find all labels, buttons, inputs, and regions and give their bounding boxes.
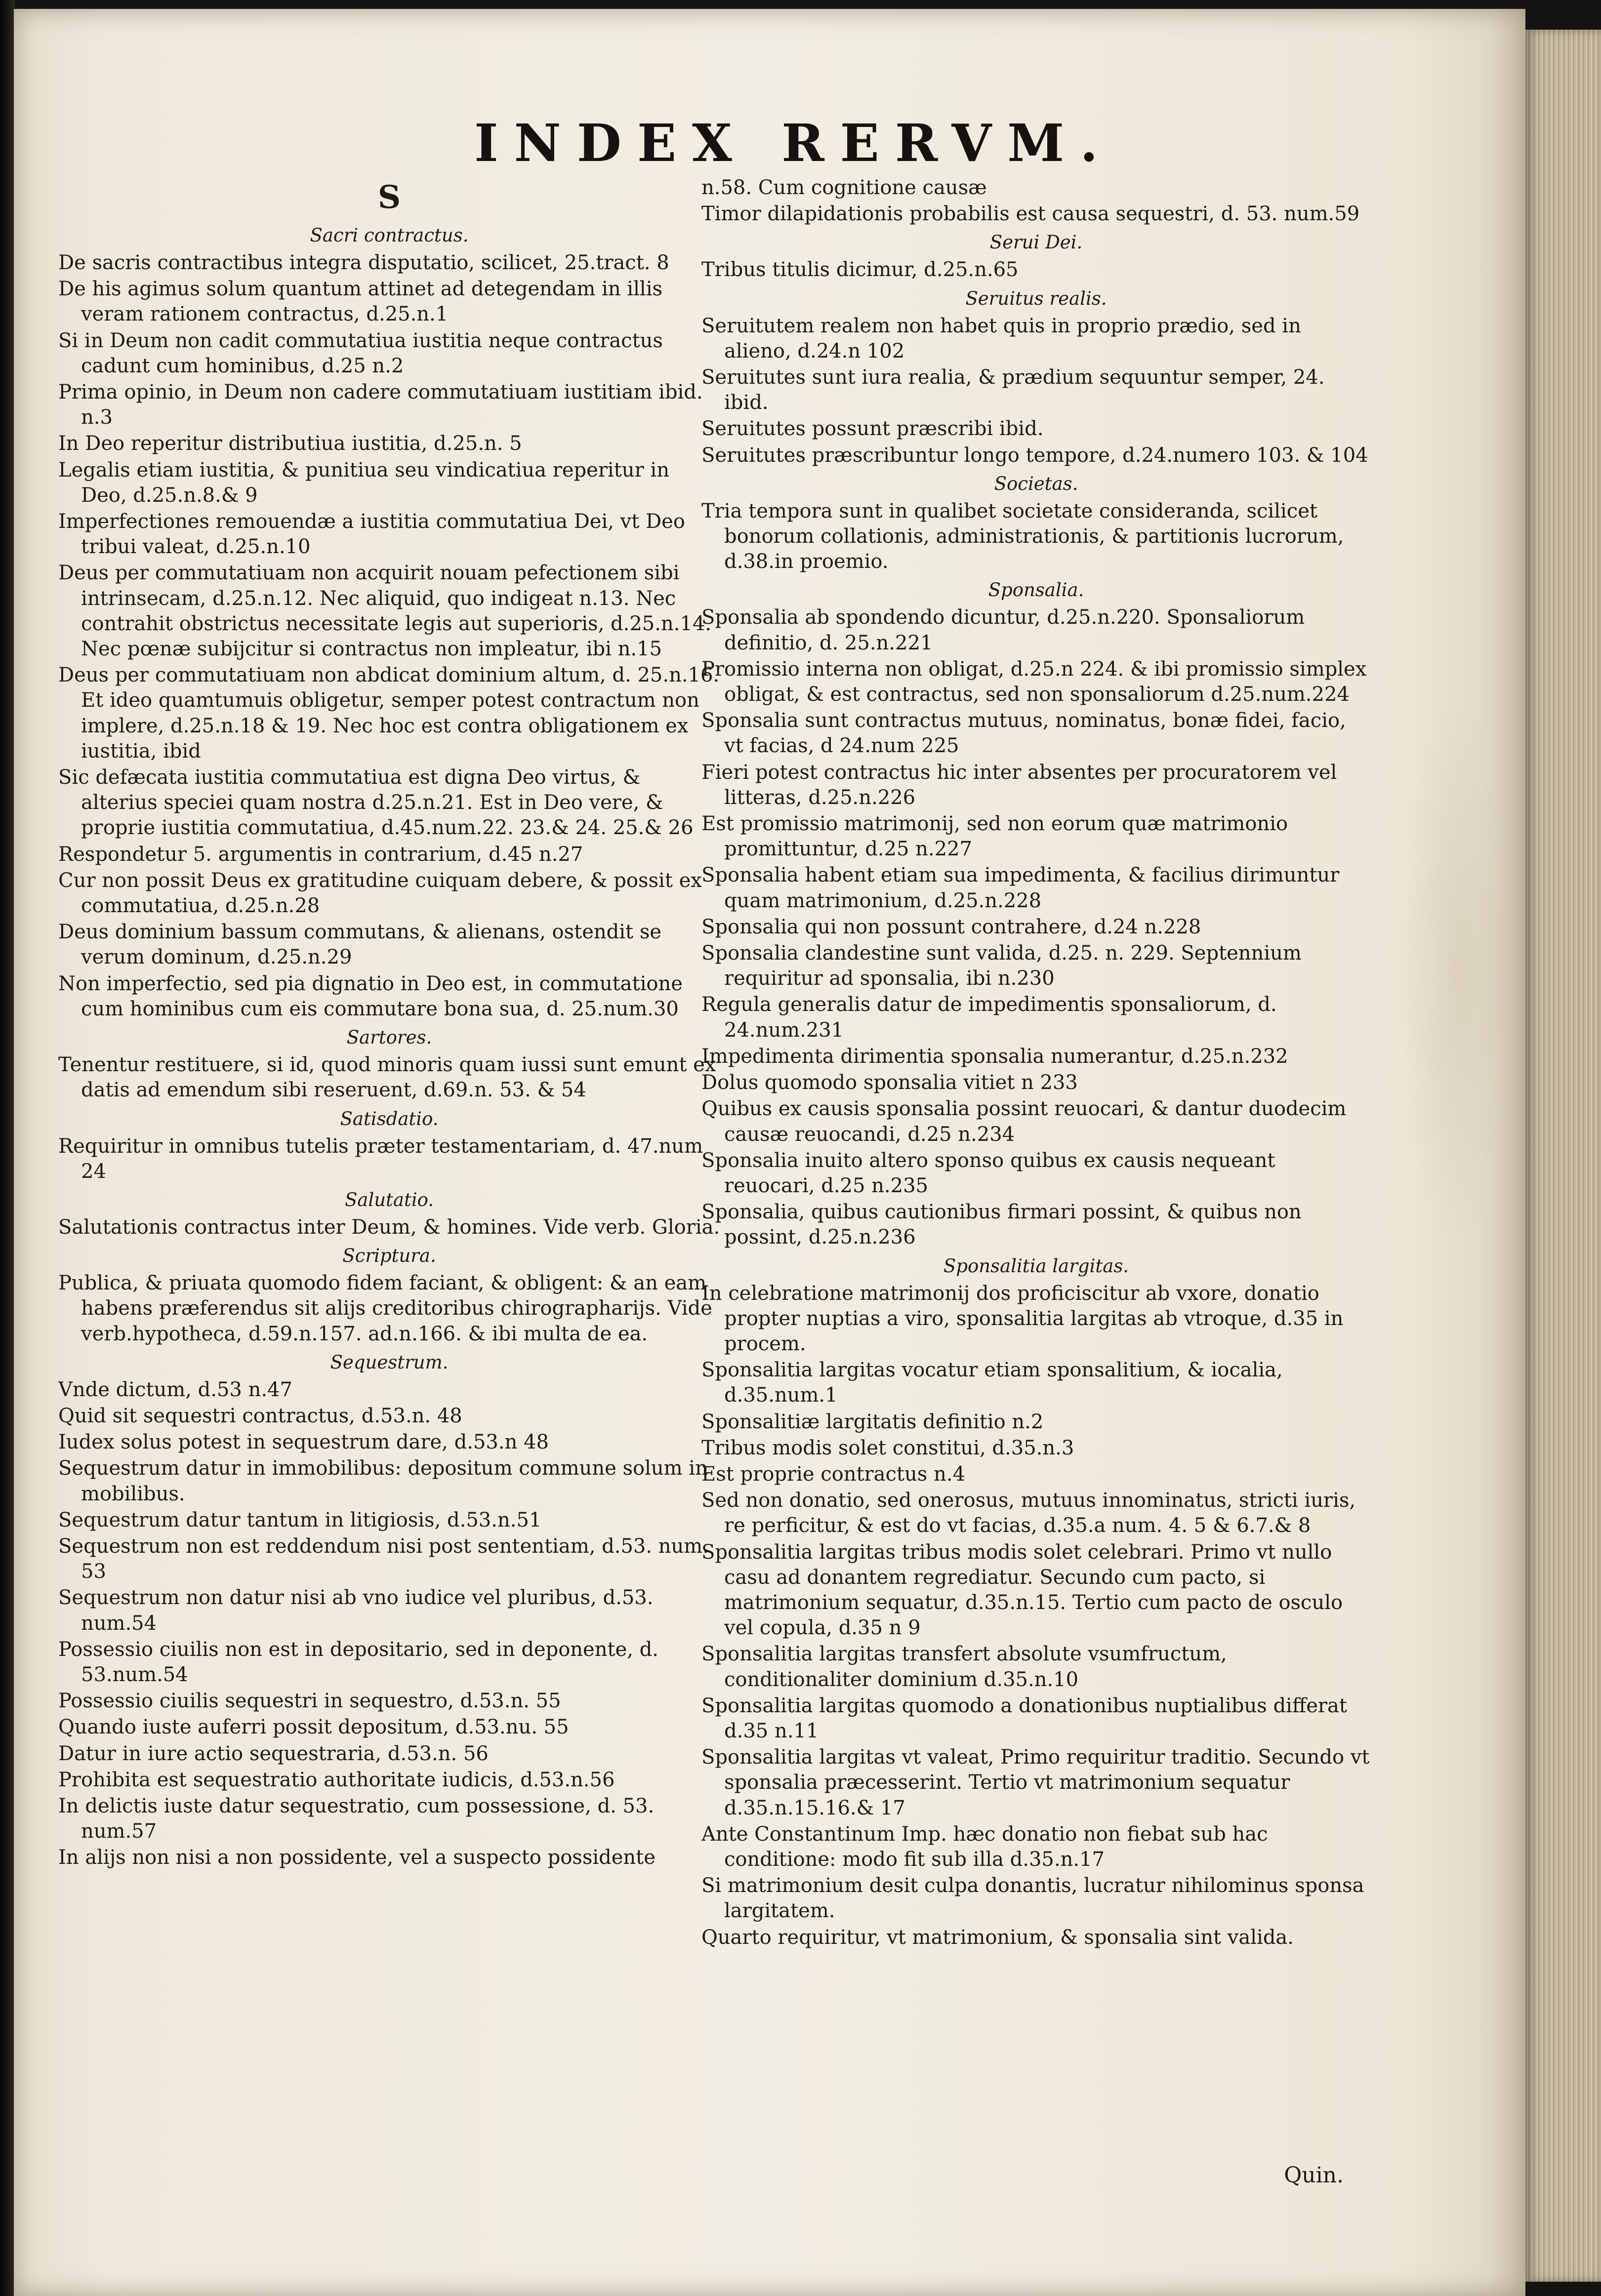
index-entry: Sponsalitia largitas vt valeat, Primo requiritur traditio. Secundo vt sponsalia præcesserint. Tertio vt matrimonium sequatur d.35.n.15.16.& 17 <box>701 1746 1370 1819</box>
index-entry: De his agimus solum quantum attinet ad detegendam in illis veram rationem contractus, d.25.n.1 <box>58 278 663 326</box>
scan-background-edge <box>0 0 15 2296</box>
index-entry: Sponsalitia largitas transfert absolute vsumfructum, conditionaliter dominium d.35.n.10 <box>701 1643 1227 1691</box>
continued-entry <box>701 175 1371 227</box>
index-entry: Seruitutes præscribuntur longo tempore, d.24.numero 103. & 104 <box>701 443 1368 467</box>
index-entry: Tria tempora sunt in qualibet societate consideranda, scilicet bonorum collationis, administrationis, & partitionis lucrorum, d.38.in proemio. <box>701 499 1344 573</box>
index-entry: Requiritur in omnibus tutelis præter testamentariam, d. 47.num 24 <box>58 1134 703 1183</box>
index-entry: Prima opinio, in Deum non cadere commutatiuam iustitiam ibid. n.3 <box>58 381 703 429</box>
index-entry: Si matrimonium desit culpa donantis, lucratur nihilominus sponsa largitatem. <box>701 1874 1364 1923</box>
index-entry: Quarto requiritur, vt matrimonium, & sponsalia sint valida. <box>701 1926 1294 1949</box>
index-entry: Iudex solus potest in sequestrum dare, d.53.n 48 <box>58 1431 549 1454</box>
index-entry: In celebratione matrimonij dos proficiscitur ab vxore, donatio propter nuptias a viro, sponsalitia largitas ab vtroque, d.35 in procem. <box>701 1282 1344 1355</box>
index-entry: Sequestrum non est reddendum nisi post sententiam, d.53. num. 53 <box>58 1534 709 1583</box>
index-entry: Seruitutes sunt iura realia, & prædium sequuntur semper, 24. ibid. <box>701 366 1325 414</box>
index-entry: Timor dilapidationis probabilis est causa sequestri, d. 53. num.59 <box>701 202 1360 226</box>
index-entry: Datur in iure actio sequestraria, d.53.n. 56 <box>58 1742 489 1765</box>
running-header: INDEX RERVM. <box>474 113 1114 173</box>
index-entry: Ante Constantinum Imp. hæc donatio non fiebat sub hac conditione: modo fit sub illa d.35.n.17 <box>701 1822 1268 1871</box>
index-entry: Deus dominium bassum commutans, & alienans, ostendit se verum dominum, d.25.n.29 <box>58 921 662 969</box>
index-entry: Sponsalitiæ largitatis definitio n.2 <box>701 1410 1044 1433</box>
index-entry: Publica, & priuata quomodo fidem faciant, & obligent: & an eam habens præferendus sit alijs creditoribus chirographarijs. Vide verb.hypotheca, d.59.n.157. ad.n.166. & ibi multa de ea. <box>58 1272 712 1345</box>
index-entry: Prohibita est sequestratio authoritate iudicis, d.53.n.56 <box>58 1768 615 1791</box>
index-entry: Cur non possit Deus ex gratitudine cuiquam debere, & possit ex commutatiua, d.25.n.28 <box>58 869 702 918</box>
index-entry: Dolus quomodo sponsalia vitiet n 233 <box>701 1071 1078 1094</box>
index-entry: Possessio ciuilis sequestri in sequestro, d.53.n. 55 <box>58 1690 561 1713</box>
index-entry: Sequestrum datur in immobilibus: depositum commune solum in mobilibus. <box>58 1457 708 1505</box>
index-entry: Est promissio matrimonij, sed non eorum quæ matrimonio promittuntur, d.25 n.227 <box>701 812 1288 861</box>
index-entry: Sponsalia habent etiam sua impedimenta, & facilius dirimuntur quam matrimonium, d.25.n.228 <box>701 864 1340 912</box>
index-entry: In delictis iuste datur sequestratio, cum possessione, d. 53. num.57 <box>58 1794 655 1843</box>
index-entry: De sacris contractibus integra disputatio, scilicet, 25.tract. 8 <box>58 251 669 274</box>
index-entry: Sed non donatio, sed onerosus, mutuus innominatus, stricti iuris, re perficitur, & est do vt facias, d.35.a num. 4. 5 & 6.7.& 8 <box>701 1489 1356 1537</box>
index-entry: Legalis etiam iustitia, & punitiua seu vindicatiua reperitur in Deo, d.25.n.8.& 9 <box>58 458 669 507</box>
index-entry: Promissio interna non obligat, d.25.n 224. & ibi promissio simplex obligat, & est contractus, sed non sponsaliorum d.25.num.224 <box>701 657 1367 706</box>
index-entry: Imperfectiones remouendæ a iustitia commutatiua Dei, vt Deo tribui valeat, d.25.n.10 <box>58 510 685 559</box>
catchword: Quin. <box>1284 2163 1344 2188</box>
index-entry: Quando iuste auferri possit depositum, d.53.nu. 55 <box>58 1716 569 1739</box>
index-entry: In alijs non nisi a non possidente, vel a suspecto possidente <box>58 1846 656 1869</box>
index-entry: n.58. Cum cognitione causæ <box>701 176 987 199</box>
index-entry: Deus per commutatiuam non abdicat dominium altum, d. 25.n.16. Et ideo quamtumuis obligetur, semper potest contractum non implere, d.25.n.18 & 19. Nec hoc est contra obligationem ex iustitia, ibid <box>58 664 720 763</box>
index-entry: Respondetur 5. argumentis in contrarium, d.45 n.27 <box>58 843 583 866</box>
index-heading: Seruitus realis. <box>965 287 1107 309</box>
index-entry: Quibus ex causis sponsalia possint reuocari, & dantur duodecim causæ reuocandi, d.25 n.234 <box>701 1097 1347 1146</box>
index-entry: Si in Deum non cadit commutatiua iustitia neque contractus cadunt cum hominibus, d.25 n.2 <box>58 329 663 377</box>
index-entry: Tribus modis solet constitui, d.35.n.3 <box>701 1436 1074 1459</box>
index-heading: Societas. <box>994 473 1078 494</box>
index-entry: Tenentur restituere, si id, quod minoris quam iussi sunt emunt ex datis ad emendum sibi reseruent, d.69.n. 53. & 54 <box>58 1053 716 1102</box>
index-entry: Non imperfectio, sed pia dignatio in Deo est, in commutatione cum hominibus cum eis commutare bona sua, d. 25.num.30 <box>58 972 683 1020</box>
index-entry: Sponsalitia largitas quomodo a donationibus nuptialibus differat d.35 n.11 <box>701 1694 1347 1742</box>
index-entry: Tribus titulis dicimur, d.25.n.65 <box>701 258 1019 282</box>
index-entry: Seruitutem realem non habet quis in proprio prædio, sed in alieno, d.24.n 102 <box>701 314 1301 363</box>
index-entry: Sic defæcata iustitia commutatiua est digna Deo virtus, & alterius speciei quam nostra d.25.n.21. Est in Deo vere, & proprie iustitia commutatiua, d.45.num.22. 23.& 24. 25.& 26 <box>58 766 694 840</box>
index-heading: Salutatio. <box>344 1189 434 1210</box>
index-sections <box>58 224 720 1871</box>
index-entry: Deus per commutatiuam non acquirit nouam pefectionem sibi intrinsecam, d.25.n.12. Nec aliquid, quo indigeat n.13. Nec contrahit obstrictus necessitate legis aut superioris, d.25.n.14. Nec pœnæ subijcitur si contractus non impleatur, ibi n.15 <box>58 562 712 661</box>
index-entry: Salutationis contractus inter Deum, & homines. Vide verb. Gloria. <box>58 1215 720 1239</box>
index-entry: Sponsalitia largitas tribus modis solet celebrari. Primo vt nullo casu ad donantem regrediatur. Secundo cum pacto, si matrimonium sequatur, d.35.n.15. Tertio cum pacto de osculo vel copula, d.35 n 9 <box>701 1540 1343 1640</box>
index-entry: Sponsalia sunt contractus mutuus, nominatus, bonæ fidei, facio, vt facias, d 24.num 225 <box>701 709 1346 758</box>
index-entry: Sequestrum non datur nisi ab vno iudice vel pluribus, d.53. num.54 <box>58 1586 654 1635</box>
index-entry: Vnde dictum, d.53 n.47 <box>58 1378 292 1401</box>
index-heading: Scriptura. <box>342 1245 436 1267</box>
index-entry: Sponsalitia largitas vocatur etiam sponsalitium, & iocalia, d.35.num.1 <box>701 1359 1283 1407</box>
index-letter: S <box>377 179 401 216</box>
index-column-left <box>58 175 720 2077</box>
index-heading: Sequestrum. <box>330 1351 449 1373</box>
index-entry: Sponsalia clandestine sunt valida, d.25. n. 229. Septennium requiritur ad sponsalia, ibi n.230 <box>701 942 1302 990</box>
index-entry: Impedimenta dirimentia sponsalia numerantur, d.25.n.232 <box>701 1045 1288 1068</box>
index-entry: Est proprie contractus n.4 <box>701 1462 965 1486</box>
index-heading: Serui Dei. <box>989 232 1083 253</box>
index-entry: Sponsalia qui non possunt contrahere, d.24 n.228 <box>701 915 1201 938</box>
index-heading: Sponsalitia largitas. <box>943 1255 1129 1277</box>
index-entry: Sponsalia ab spondendo dicuntur, d.25.n.220. Sponsaliorum definitio, d. 25.n.221 <box>701 606 1305 654</box>
page-stack-edge <box>1525 30 1601 2282</box>
index-entry: Fieri potest contractus hic inter absentes per procuratorem vel litteras, d.25.n.226 <box>701 761 1337 809</box>
index-entry: In Deo reperitur distributiua iustitia, d.25.n. 5 <box>58 432 522 455</box>
index-heading: Sponsalia. <box>988 579 1084 601</box>
paper-stain <box>1397 700 1516 1244</box>
index-heading: Sartores. <box>346 1027 432 1048</box>
index-entry: Sponsalia inuito altero sponso quibus ex causis nequeant reuocari, d.25 n.235 <box>701 1149 1275 1197</box>
index-entry: Seruitutes possunt præscribi ibid. <box>701 417 1044 441</box>
index-heading: Satisdatio. <box>340 1108 439 1129</box>
index-column-right <box>701 175 1371 2151</box>
index-entry: Possessio ciuilis non est in depositario, sed in deponente, d. 53.num.54 <box>58 1638 658 1686</box>
index-entry: Sponsalia, quibus cautionibus firmari possint, & quibus non possint, d.25.n.236 <box>701 1201 1302 1249</box>
index-entry: Regula generalis datur de impedimentis sponsaliorum, d. 24.num.231 <box>701 993 1277 1042</box>
index-sections <box>701 231 1371 1950</box>
index-heading: Sacri contractus. <box>310 225 469 246</box>
index-entry: Quid sit sequestri contractus, d.53.n. 48 <box>58 1404 462 1427</box>
index-entry: Sequestrum datur tantum in litigiosis, d.53.n.51 <box>58 1508 542 1531</box>
